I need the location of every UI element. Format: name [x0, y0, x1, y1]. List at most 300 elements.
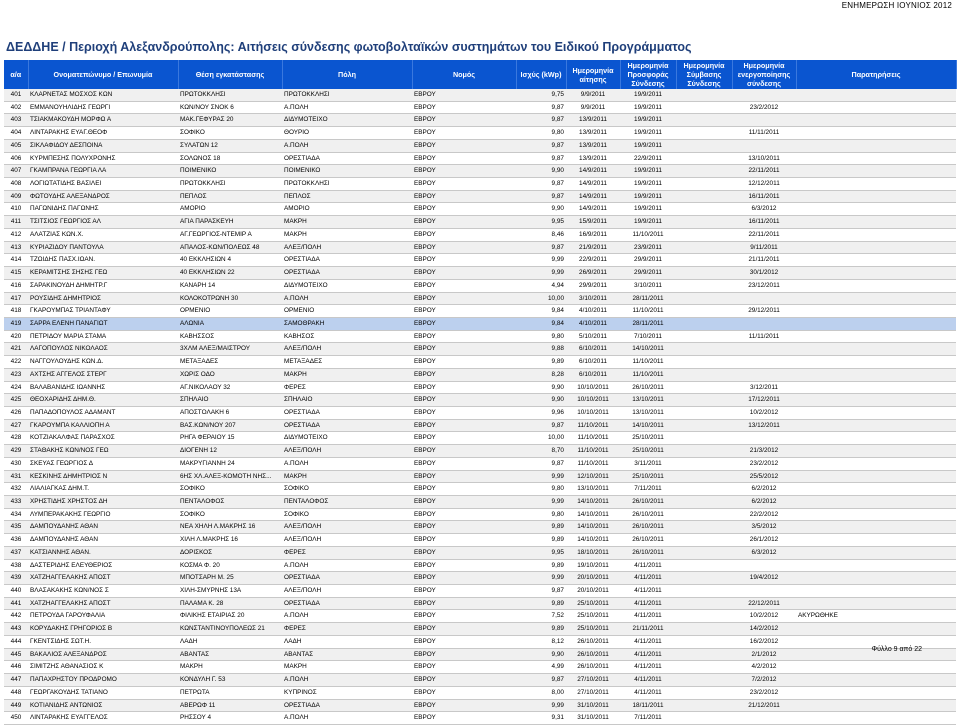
col-power-cell: 9,87 — [516, 241, 566, 254]
col-application-date-cell: 14/9/2011 — [566, 203, 620, 216]
col-location-cell: ΡΗΣΣΟΥ 4 — [178, 712, 282, 725]
col-remarks-cell — [796, 470, 956, 483]
col-power-cell: 9,90 — [516, 203, 566, 216]
col-power-cell: 9,89 — [516, 356, 566, 369]
col-name-cell: ΣΑΡΑΚΙΝΟΥΔΗ ΔΗΜΗΤΡ.Γ — [28, 279, 178, 292]
col-prefecture-cell: ΕΒΡΟΥ — [412, 139, 516, 152]
col-index-cell: 438 — [4, 559, 28, 572]
col-remarks-cell — [796, 457, 956, 470]
col-activation-date-cell: 13/10/2011 — [732, 152, 796, 165]
table-row — [4, 712, 956, 725]
col-location-cell: ΑΒΕΡΩΦ 11 — [178, 699, 282, 712]
col-city-cell: ΜΑΚΡΗ — [282, 368, 412, 381]
col-location-cell: ΜΕΤΑΞΑΔΕΣ — [178, 356, 282, 369]
col-application-date-cell: 14/9/2011 — [566, 178, 620, 191]
table-row — [4, 203, 956, 216]
col-city-cell: ΟΡΕΣΤΙΑΔΑ — [282, 419, 412, 432]
col-activation-date-cell: 25/5/2012 — [732, 470, 796, 483]
table-row — [4, 534, 956, 547]
col-activation-date-cell — [732, 139, 796, 152]
table-row — [4, 648, 956, 661]
col-remarks-cell — [796, 661, 956, 674]
col-offer-date-cell: 19/9/2011 — [620, 139, 676, 152]
col-prefecture-cell: ΕΒΡΟΥ — [412, 305, 516, 318]
col-activation-date-cell: 14/2/2012 — [732, 623, 796, 636]
col-prefecture-cell: ΕΒΡΟΥ — [412, 686, 516, 699]
col-remarks-cell — [796, 699, 956, 712]
table-row — [4, 394, 956, 407]
col-prefecture-cell: ΕΒΡΟΥ — [412, 635, 516, 648]
col-contract-date-cell — [676, 419, 732, 432]
col-prefecture-cell: ΕΒΡΟΥ — [412, 406, 516, 419]
col-location-cell: ΡΗΓΑ ΦΕΡΑΙΟΥ 15 — [178, 432, 282, 445]
col-offer-date-cell: 19/9/2011 — [620, 216, 676, 229]
col-remarks-cell — [796, 305, 956, 318]
col-activation-date-cell: 17/12/2011 — [732, 394, 796, 407]
col-power-cell: 4,99 — [516, 661, 566, 674]
col-contract-date-cell — [676, 152, 732, 165]
col-city-cell: ΦΕΡΕΣ — [282, 623, 412, 636]
col-activation-date-cell — [732, 343, 796, 356]
col-power-cell: 9,89 — [516, 597, 566, 610]
col-application-date-cell: 19/10/2011 — [566, 559, 620, 572]
col-application-date-cell: 10/10/2011 — [566, 394, 620, 407]
col-location-cell: ΣΟΦΙΚΟ — [178, 508, 282, 521]
col-remarks-cell — [796, 89, 956, 101]
col-contract-date-cell — [676, 699, 732, 712]
col-prefecture-cell: ΕΒΡΟΥ — [412, 432, 516, 445]
col-application-date-cell: 25/10/2011 — [566, 610, 620, 623]
col-offer-date-cell: 28/11/2011 — [620, 317, 676, 330]
col-offer-date-cell: 26/10/2011 — [620, 381, 676, 394]
col-activation-date-cell: 6/3/2012 — [732, 203, 796, 216]
col-city-cell: ΔΙΔΥΜΟΤΕΙΧΟ — [282, 279, 412, 292]
col-contract-date-cell — [676, 127, 732, 140]
col-location-cell: 6ΗΣ ΧΛ.ΑΛΕΞ-ΚΟΜΟΤΗ ΝΗΣ... — [178, 470, 282, 483]
col-activation-date-cell: 13/12/2011 — [732, 419, 796, 432]
col-prefecture-cell: ΕΒΡΟΥ — [412, 419, 516, 432]
col-contract-date-cell — [676, 546, 732, 559]
col-remarks-cell — [796, 394, 956, 407]
col-offer-date-cell: 19/9/2011 — [620, 89, 676, 101]
col-application-date-cell: 13/9/2011 — [566, 139, 620, 152]
col-remarks-cell — [796, 381, 956, 394]
col-application-date-cell: 31/10/2011 — [566, 699, 620, 712]
col-index-cell: 412 — [4, 228, 28, 241]
col-offer-date-cell: 11/10/2011 — [620, 356, 676, 369]
col-power-cell: 7,52 — [516, 610, 566, 623]
col-location-cell: 3ΧΛΜ ΑΛΕΞ/ΜΑΙΣΤΡΟΥ — [178, 343, 282, 356]
col-prefecture-cell: ΕΒΡΟΥ — [412, 483, 516, 496]
col-index-cell: 440 — [4, 585, 28, 598]
col-prefecture-cell: ΕΒΡΟΥ — [412, 190, 516, 203]
col-city-cell: ΠΡΩΤΟΚΚΛΗΣΙ — [282, 178, 412, 191]
col-city-cell: ΑΒΑΝΤΑΣ — [282, 648, 412, 661]
col-location-cell: ΝΕΑ ΧΗΛΗ Λ.ΜΑΚΡΗΣ 16 — [178, 521, 282, 534]
col-location-cell: ΑΓΙΑ ΠΑΡΑΣΚΕΥΗ — [178, 216, 282, 229]
col-activation-date-cell: 22/12/2011 — [732, 597, 796, 610]
col-remarks-cell — [796, 623, 956, 636]
table-row — [4, 496, 956, 509]
update-date: ΕΝΗΜΕΡΩΣΗ ΙΟΥΝΙΟΣ 2012 — [841, 1, 952, 10]
col-city-cell: ΠΟΙΜΕΝΙΚΟ — [282, 165, 412, 178]
col-offer-date-cell: 11/10/2011 — [620, 368, 676, 381]
col-prefecture-cell: ΕΒΡΟΥ — [412, 559, 516, 572]
col-city-cell: ΑΛΕΞ/ΠΟΛΗ — [282, 521, 412, 534]
col-remarks-cell — [796, 445, 956, 458]
col-index-cell: 401 — [4, 89, 28, 101]
col-power-cell: 9,84 — [516, 305, 566, 318]
col-activation-date-cell — [732, 432, 796, 445]
col-offer-date-cell: 3/11/2011 — [620, 457, 676, 470]
col-name-cell: ΛΟΓΙΩΤΑΤΙΔΗΣ ΒΑΣΙΛΕΙ — [28, 178, 178, 191]
col-remarks-cell — [796, 356, 956, 369]
col-contract-date-cell — [676, 101, 732, 114]
col-activation-date-cell: 21/3/2012 — [732, 445, 796, 458]
col-application-date-cell: 14/9/2011 — [566, 190, 620, 203]
col-application-date-header: Ημερομηνία αίτησης — [566, 60, 620, 89]
col-index-header: α/α — [4, 60, 28, 89]
col-activation-date-cell: 11/11/2011 — [732, 127, 796, 140]
col-prefecture-cell: ΕΒΡΟΥ — [412, 203, 516, 216]
col-prefecture-cell: ΕΒΡΟΥ — [412, 330, 516, 343]
col-index-cell: 427 — [4, 419, 28, 432]
col-name-cell: ΠΑΠΑΔΟΠΟΥΛΟΣ ΑΔΑΜΑΝΤ — [28, 406, 178, 419]
col-contract-date-cell — [676, 216, 732, 229]
col-power-cell: 9,99 — [516, 470, 566, 483]
col-prefecture-cell: ΕΒΡΟΥ — [412, 610, 516, 623]
col-contract-date-cell — [676, 139, 732, 152]
col-index-cell: 448 — [4, 686, 28, 699]
col-location-cell: ΠΡΩΤΟΚΚΛΗΣΙ — [178, 89, 282, 101]
col-city-cell: ΑΛΕΞ/ΠΟΛΗ — [282, 343, 412, 356]
col-offer-date-cell: 19/9/2011 — [620, 203, 676, 216]
col-city-cell: ΦΕΡΕΣ — [282, 546, 412, 559]
col-location-cell: ΠΡΩΤΟΚΚΛΗΣΙ — [178, 178, 282, 191]
col-power-cell: 9,95 — [516, 546, 566, 559]
col-location-cell: 40 ΕΚΚΛΗΣΙΩΝ 4 — [178, 254, 282, 267]
col-remarks-cell — [796, 254, 956, 267]
col-contract-date-cell — [676, 483, 732, 496]
col-offer-date-cell: 7/10/2011 — [620, 330, 676, 343]
col-power-cell: 9,90 — [516, 648, 566, 661]
col-location-cell: ΟΡΜΕΝΙΟ — [178, 305, 282, 318]
table-row — [4, 623, 956, 636]
col-city-cell: ΑΜΟΡΙΟ — [282, 203, 412, 216]
col-contract-date-cell — [676, 381, 732, 394]
col-prefecture-cell: ΕΒΡΟΥ — [412, 228, 516, 241]
col-prefecture-cell: ΕΒΡΟΥ — [412, 585, 516, 598]
table-row — [4, 152, 956, 165]
col-power-cell: 8,12 — [516, 635, 566, 648]
col-name-cell: ΔΑΜΠΟΥΔΑΝΗΣ ΑΘΑΝ — [28, 521, 178, 534]
col-prefecture-cell: ΕΒΡΟΥ — [412, 534, 516, 547]
col-activation-date-cell — [732, 89, 796, 101]
col-prefecture-cell: ΕΒΡΟΥ — [412, 368, 516, 381]
col-application-date-cell: 26/10/2011 — [566, 661, 620, 674]
col-index-cell: 404 — [4, 127, 28, 140]
col-power-cell: 9,99 — [516, 496, 566, 509]
col-contract-date-cell — [676, 292, 732, 305]
col-prefecture-cell: ΕΒΡΟΥ — [412, 279, 516, 292]
col-activation-date-cell: 16/11/2011 — [732, 216, 796, 229]
col-index-cell: 413 — [4, 241, 28, 254]
col-index-cell: 407 — [4, 165, 28, 178]
col-name-cell: ΧΑΤΖΗΑΓΓΕΛΑΚΗΣ ΑΠΟΣΤ — [28, 597, 178, 610]
col-location-cell: ΣΟΦΙΚΟ — [178, 127, 282, 140]
col-power-cell: 8,46 — [516, 228, 566, 241]
table-row — [4, 457, 956, 470]
col-index-cell: 422 — [4, 356, 28, 369]
col-remarks-cell — [796, 521, 956, 534]
col-name-cell: ΤΣΙΑΚΜΑΚΟΥΔΗ ΜΟΡΦΩ Α — [28, 114, 178, 127]
col-activation-date-cell — [732, 114, 796, 127]
col-location-cell: ΚΩΝ/ΝΟΥ ΣΝΟΚ 6 — [178, 101, 282, 114]
col-activation-date-cell — [732, 712, 796, 725]
col-index-cell: 437 — [4, 546, 28, 559]
col-name-cell: ΤΖΩΙΔΗΣ ΠΑΣΧ.ΙΩΑΝ. — [28, 254, 178, 267]
col-offer-date-cell: 19/9/2011 — [620, 127, 676, 140]
table-row — [4, 292, 956, 305]
col-remarks-cell — [796, 343, 956, 356]
col-prefecture-cell: ΕΒΡΟΥ — [412, 152, 516, 165]
col-contract-date-cell — [676, 432, 732, 445]
col-city-cell: ΚΥΠΡΙΝΟΣ — [282, 686, 412, 699]
table-row — [4, 521, 956, 534]
col-power-cell: 9,90 — [516, 165, 566, 178]
col-city-cell: ΣΟΦΙΚΟ — [282, 483, 412, 496]
col-offer-date-cell: 3/10/2011 — [620, 279, 676, 292]
col-city-cell: ΠΕΠΛΟΣ — [282, 190, 412, 203]
page-footer: Φύλλο 9 από 22 — [871, 646, 922, 653]
table-row — [4, 572, 956, 585]
col-contract-date-cell — [676, 508, 732, 521]
col-offer-date-cell: 14/10/2011 — [620, 343, 676, 356]
col-location-cell: ΚΟΣΜΑ Φ. 20 — [178, 559, 282, 572]
col-activation-date-cell: 23/2/2012 — [732, 457, 796, 470]
col-location-cell: ΑΜΟΡΙΟ — [178, 203, 282, 216]
col-location-cell: ΔΟΡΙΣΚΟΣ — [178, 546, 282, 559]
col-location-cell: ΧΙΛΗ-ΣΜΥΡΝΗΣ 13Α — [178, 585, 282, 598]
col-activation-date-cell: 22/11/2011 — [732, 165, 796, 178]
col-city-cell: ΜΑΚΡΗ — [282, 470, 412, 483]
col-name-cell: ΣΑΡΡΑ ΕΛΕΝΗ ΠΑΝΑΓΙΩΤ — [28, 317, 178, 330]
col-index-cell: 430 — [4, 457, 28, 470]
table-body — [4, 89, 956, 724]
col-name-cell: ΓΚΑΡΟΥΜΠΑ ΚΑΛΛΙΟΠΗ Α — [28, 419, 178, 432]
col-index-cell: 414 — [4, 254, 28, 267]
col-offer-date-cell: 25/10/2011 — [620, 470, 676, 483]
col-location-cell: ΑΠΑΛΟΣ-ΚΩΝ/ΠΟΛΕΩΣ 48 — [178, 241, 282, 254]
col-remarks-cell — [796, 267, 956, 280]
col-city-cell: ΘΟΥΡΙΟ — [282, 127, 412, 140]
col-application-date-cell: 10/10/2011 — [566, 406, 620, 419]
col-name-cell: ΚΟΡΥΔΑΚΗΣ ΓΡΗΓΟΡΙΟΣ Β — [28, 623, 178, 636]
col-prefecture-cell: ΕΒΡΟΥ — [412, 394, 516, 407]
col-offer-date-cell: 26/10/2011 — [620, 496, 676, 509]
col-name-cell: ΧΑΤΖΗΑΓΓΕΛΑΚΗΣ ΑΠΟΣΤ — [28, 572, 178, 585]
col-offer-date-cell: 7/11/2011 — [620, 712, 676, 725]
col-activation-date-cell: 23/12/2011 — [732, 279, 796, 292]
col-power-cell: 9,75 — [516, 89, 566, 101]
col-prefecture-cell: ΕΒΡΟΥ — [412, 165, 516, 178]
col-location-cell: ΣΥΛΑΤΩΝ 12 — [178, 139, 282, 152]
col-remarks-cell — [796, 190, 956, 203]
col-remarks-cell — [796, 712, 956, 725]
col-city-cell: ΟΡΕΣΤΙΑΔΑ — [282, 267, 412, 280]
col-prefecture-cell: ΕΒΡΟΥ — [412, 712, 516, 725]
col-index-cell: 429 — [4, 445, 28, 458]
col-city-cell: ΣΠΗΛΑΙΟ — [282, 394, 412, 407]
col-name-cell: ΒΑΛΑΒΑΝΙΔΗΣ ΙΩΑΝΝΗΣ — [28, 381, 178, 394]
col-remarks-cell — [796, 368, 956, 381]
col-index-cell: 449 — [4, 699, 28, 712]
col-power-cell: 9,96 — [516, 406, 566, 419]
col-power-cell: 9,99 — [516, 254, 566, 267]
col-contract-date-cell — [676, 190, 732, 203]
col-activation-date-cell — [732, 317, 796, 330]
col-prefecture-cell: ΕΒΡΟΥ — [412, 445, 516, 458]
col-power-cell: 9,87 — [516, 190, 566, 203]
col-index-cell: 409 — [4, 190, 28, 203]
col-prefecture-cell: ΕΒΡΟΥ — [412, 457, 516, 470]
col-prefecture-cell: ΕΒΡΟΥ — [412, 343, 516, 356]
col-contract-date-cell — [676, 610, 732, 623]
col-application-date-cell: 15/9/2011 — [566, 216, 620, 229]
col-application-date-cell: 4/10/2011 — [566, 317, 620, 330]
col-activation-date-cell: 30/1/2012 — [732, 267, 796, 280]
col-contract-date-cell — [676, 267, 732, 280]
table-row — [4, 343, 956, 356]
table-row — [4, 674, 956, 687]
col-application-date-cell: 5/10/2011 — [566, 330, 620, 343]
col-application-date-cell: 14/10/2011 — [566, 534, 620, 547]
col-power-cell: 9,87 — [516, 101, 566, 114]
col-activation-date-cell: 6/3/2012 — [732, 546, 796, 559]
table-row — [4, 190, 956, 203]
col-city-cell: ΣΑΜΟΘΡΑΚΗ — [282, 317, 412, 330]
col-offer-date-cell: 26/10/2011 — [620, 521, 676, 534]
col-prefecture-cell: ΕΒΡΟΥ — [412, 470, 516, 483]
col-offer-date-cell: 23/9/2011 — [620, 241, 676, 254]
col-index-cell: 432 — [4, 483, 28, 496]
table-row — [4, 89, 956, 101]
col-application-date-cell: 11/10/2011 — [566, 457, 620, 470]
col-application-date-cell: 9/9/2011 — [566, 89, 620, 101]
col-remarks-cell — [796, 432, 956, 445]
col-power-cell: 9,80 — [516, 330, 566, 343]
col-location-cell: ΑΓ.ΓΕΩΡΓΙΟΣ-ΝΤΕΜΙΡ Α — [178, 228, 282, 241]
col-contract-date-cell — [676, 534, 732, 547]
col-index-cell: 425 — [4, 394, 28, 407]
col-contract-date-cell — [676, 406, 732, 419]
col-activation-date-cell: 16/2/2012 — [732, 635, 796, 648]
col-remarks-cell — [796, 585, 956, 598]
table-row — [4, 686, 956, 699]
col-name-cell: ΚΛΑΡΝΕΤΑΣ ΜΟΣΧΟΣ ΚΩΝ — [28, 89, 178, 101]
col-name-cell: ΚΕΡΑΜΙΤΣΗΣ ΣΗΣΗΣ ΓΕΩ — [28, 267, 178, 280]
col-location-cell: ΚΟΛΟΚΟΤΡΩΝΗ 30 — [178, 292, 282, 305]
col-remarks-cell — [796, 559, 956, 572]
col-offer-date-header: Ημερομηνία Προσφοράς Σύνδεσης — [620, 60, 676, 89]
col-name-cell: ΠΕΤΡΟΥΔΑ ΓΑΡΟΥΦΑΛΙΑ — [28, 610, 178, 623]
col-city-cell: ΑΛΕΞ/ΠΟΛΗ — [282, 534, 412, 547]
table-row — [4, 127, 956, 140]
col-prefecture-cell: ΕΒΡΟΥ — [412, 648, 516, 661]
col-remarks-cell — [796, 330, 956, 343]
col-offer-date-cell: 11/10/2011 — [620, 228, 676, 241]
col-index-cell: 426 — [4, 406, 28, 419]
col-name-cell: ΛΙΝΤΑΡΑΚΗΣ ΕΥΑΓ.ΘΕΟΦ — [28, 127, 178, 140]
col-index-cell: 442 — [4, 610, 28, 623]
col-power-cell: 9,87 — [516, 178, 566, 191]
col-application-date-cell: 29/9/2011 — [566, 279, 620, 292]
col-name-cell: ΧΡΗΣΤΙΔΗΣ ΧΡΗΣΤΟΣ ΔΗ — [28, 496, 178, 509]
col-index-cell: 408 — [4, 178, 28, 191]
col-name-cell: ΑΛΑΤΖΙΑΣ ΚΩΝ.Χ. — [28, 228, 178, 241]
col-power-cell: 8,28 — [516, 368, 566, 381]
col-prefecture-cell: ΕΒΡΟΥ — [412, 127, 516, 140]
col-city-cell: ΟΡΕΣΤΙΑΔΑ — [282, 597, 412, 610]
col-city-cell: ΜΑΚΡΗ — [282, 661, 412, 674]
col-remarks-cell — [796, 406, 956, 419]
col-offer-date-cell: 4/11/2011 — [620, 610, 676, 623]
table-row — [4, 114, 956, 127]
col-offer-date-cell: 13/10/2011 — [620, 406, 676, 419]
col-name-cell: ΘΕΟΧΑΡΙΔΗΣ ΔΗΜ.Θ. — [28, 394, 178, 407]
col-power-cell: 9,87 — [516, 674, 566, 687]
col-name-cell: ΣΤΑΘΑΚΗΣ ΚΩΝ/ΝΟΣ ΓΕΩ — [28, 445, 178, 458]
table-row — [4, 139, 956, 152]
col-index-cell: 415 — [4, 267, 28, 280]
col-contract-date-cell — [676, 674, 732, 687]
col-activation-date-cell: 4/2/2012 — [732, 661, 796, 674]
col-activation-date-cell: 11/11/2011 — [732, 330, 796, 343]
col-application-date-cell: 11/10/2011 — [566, 419, 620, 432]
col-city-cell: ΜΕΤΑΞΑΔΕΣ — [282, 356, 412, 369]
col-contract-date-cell — [676, 648, 732, 661]
table-row — [4, 585, 956, 598]
col-application-date-cell: 13/9/2011 — [566, 114, 620, 127]
col-activation-date-cell: 26/1/2012 — [732, 534, 796, 547]
col-offer-date-cell: 4/11/2011 — [620, 686, 676, 699]
col-application-date-cell: 13/9/2011 — [566, 127, 620, 140]
col-activation-date-header: Ημερομηνία ενεργοποίησης σύνδεσης — [732, 60, 796, 89]
col-power-cell: 9,99 — [516, 699, 566, 712]
col-name-cell: ΚΥΡΜΠΕΣΗΣ ΠΟΛΥΧΡΟΝΗΣ — [28, 152, 178, 165]
col-location-cell: ΠΕΠΛΟΣ — [178, 190, 282, 203]
col-name-cell: ΣΙΚΛΑΦΙΔΟΥ ΔΕΣΠΟΙΝΑ — [28, 139, 178, 152]
col-offer-date-cell: 28/11/2011 — [620, 292, 676, 305]
col-name-cell: ΑΧΤΣΗΣ ΑΓΓΕΛΟΣ ΣΤΕΡΓ — [28, 368, 178, 381]
col-name-header: Ονοματεπώνυμο / Επωνυμία — [28, 60, 178, 89]
col-city-cell: ΚΑΒΗΣΟΣ — [282, 330, 412, 343]
col-activation-date-cell: 3/5/2012 — [732, 521, 796, 534]
col-city-cell: ΟΡΕΣΤΙΑΔΑ — [282, 254, 412, 267]
col-application-date-cell: 11/10/2011 — [566, 445, 620, 458]
col-power-cell: 9,90 — [516, 394, 566, 407]
col-contract-date-cell — [676, 305, 732, 318]
col-power-cell: 9,95 — [516, 216, 566, 229]
table-row — [4, 101, 956, 114]
col-city-cell: ΦΕΡΕΣ — [282, 381, 412, 394]
col-power-cell: 8,70 — [516, 445, 566, 458]
col-offer-date-cell: 4/11/2011 — [620, 661, 676, 674]
col-application-date-cell: 14/10/2011 — [566, 521, 620, 534]
col-remarks-cell — [796, 483, 956, 496]
col-remarks-cell — [796, 508, 956, 521]
col-power-cell: 9,87 — [516, 419, 566, 432]
